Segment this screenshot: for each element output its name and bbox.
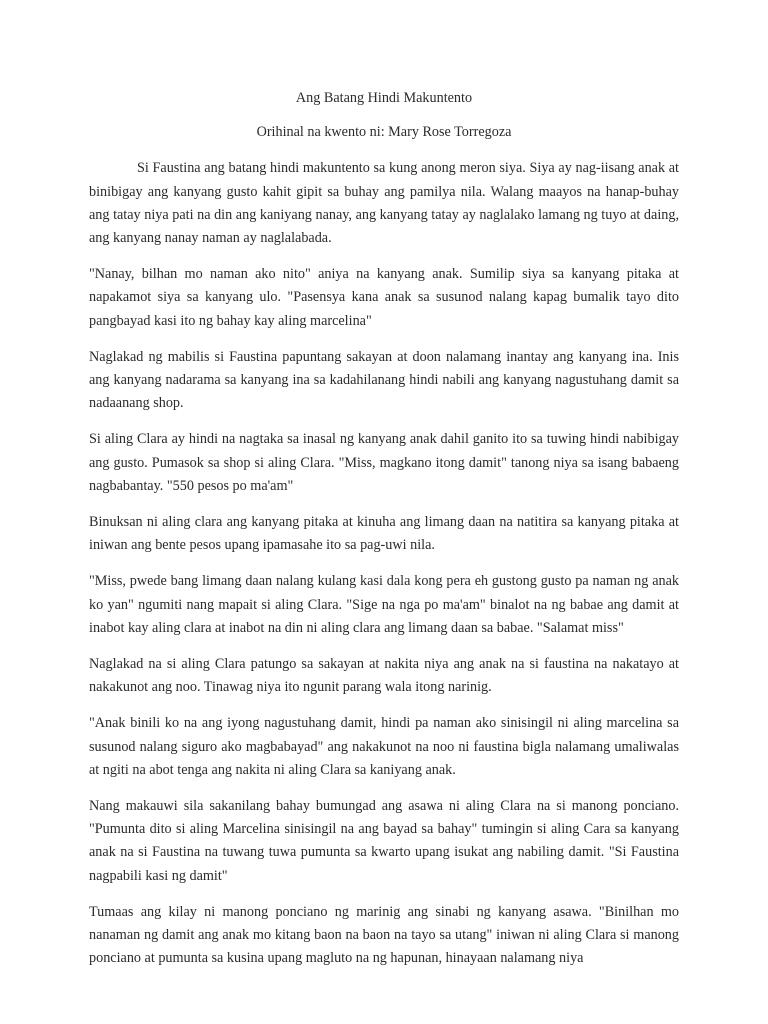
paragraph-1: Si Faustina ang batang hindi makuntento sa kung anong meron siya. Siya ay nag-iisang anak at binibigay ang kanyang gusto kahit gipit sa buhay ang pamilya nila. Walang maayos na hanap-buhay ang tatay niya pati na din ang kaniyang nanay, ang kanyang tatay ay naglalako lamang ng tuyo at daing, ang kanyang nanay naman ay naglalabada. bbox=[89, 160, 679, 247]
story-author-line: Orihinal na kwento ni: Mary Rose Torregoza bbox=[256, 124, 512, 141]
paragraph-4: Si aling Clara ay hindi na nagtaka sa inasal ng kanyang anak dahil ganito ito sa tuwing hindi nabibigay ang gusto. Pumasok sa shop si aling Clara. "Miss, magkano itong damit" tanong niya sa isang babaeng nagbabantay. "550 pesos po ma'am" bbox=[89, 431, 679, 494]
paragraph-8: "Anak binili ko na ang iyong nagustuhang damit, hindi pa naman ako sinisingil ni aling marcelina sa susunod nalang siguro ako magbabayad" ang nakakunot na noo ni faustina bigla nalamang umaliwalas at ngiti na abot tenga ang nakita ni aling Clara sa kaniyang anak. bbox=[89, 715, 679, 778]
document-page bbox=[89, 87, 679, 984]
paragraph-2: "Nanay, bilhan mo naman ako nito" aniya na kanyang anak. Sumilip siya sa kanyang pitaka at napakamot siya sa kanyang ulo. "Pasensya kana anak sa susunod nalang kapag bumalik tayo dito pangbayad kasi ito ng bahay kay aling marcelina" bbox=[89, 266, 679, 329]
paragraph-7: Naglakad na si aling Clara patungo sa sakayan at nakita niya ang anak na si faustina na nakatayo at nakakunot ang noo. Tinawag niya ito ngunit parang wala itong narinig. bbox=[89, 656, 679, 696]
story-title: Ang Batang Hindi Makuntento bbox=[295, 90, 473, 106]
paragraph-10: Tumaas ang kilay ni manong ponciano ng marinig ang sinabi ng kanyang asawa. "Binilhan mo nanaman ng damit ang anak mo kitang baon na baon na tayo sa utang" iniwan ni aling Clara si manong ponciano at pumunta sa kusina upang magluto na ng hapunan, hinayaan nalamang niya bbox=[89, 903, 679, 967]
paragraph-6: "Miss, pwede bang limang daan nalang kulang kasi dala kong pera eh gustong gusto pa naman ng anak ko yan" ngumiti nang mapait si aling Clara. "Sige na nga po ma'am" binalot na ng babae ang damit at inabot kay aling clara at inabot na din ni aling clara ang limang daan sa babae. "Salamat miss" bbox=[89, 573, 679, 636]
paragraph-5: Binuksan ni aling clara ang kanyang pitaka at kinuha ang limang daan na natitira sa kanyang pitaka at iniwan ang bente pesos upang ipamasahe ito sa pag-uwi nila. bbox=[89, 514, 679, 554]
paragraph-3: Naglakad ng mabilis si Faustina papuntang sakayan at doon nalamang inantay ang kanyang ina. Inis ang kanyang nadarama sa kanyang ina sa kadahilanang hindi nabili ang kanyang nagustuhang damit sa nadaanang shop. bbox=[89, 348, 679, 412]
paragraph-9: Nang makauwi sila sakanilang bahay bumungad ang asawa ni aling Clara na si manong ponciano. "Pumunta dito si aling Marcelina sinisingil na ang bayad sa bahay" tumingin si aling Cara sa kanyang anak na si Faustina na tuwang tuwa pumunta sa kwarto upang isukat ang nabiling damit. "Si Faustina nagpabili kasi ng damit" bbox=[89, 798, 679, 884]
